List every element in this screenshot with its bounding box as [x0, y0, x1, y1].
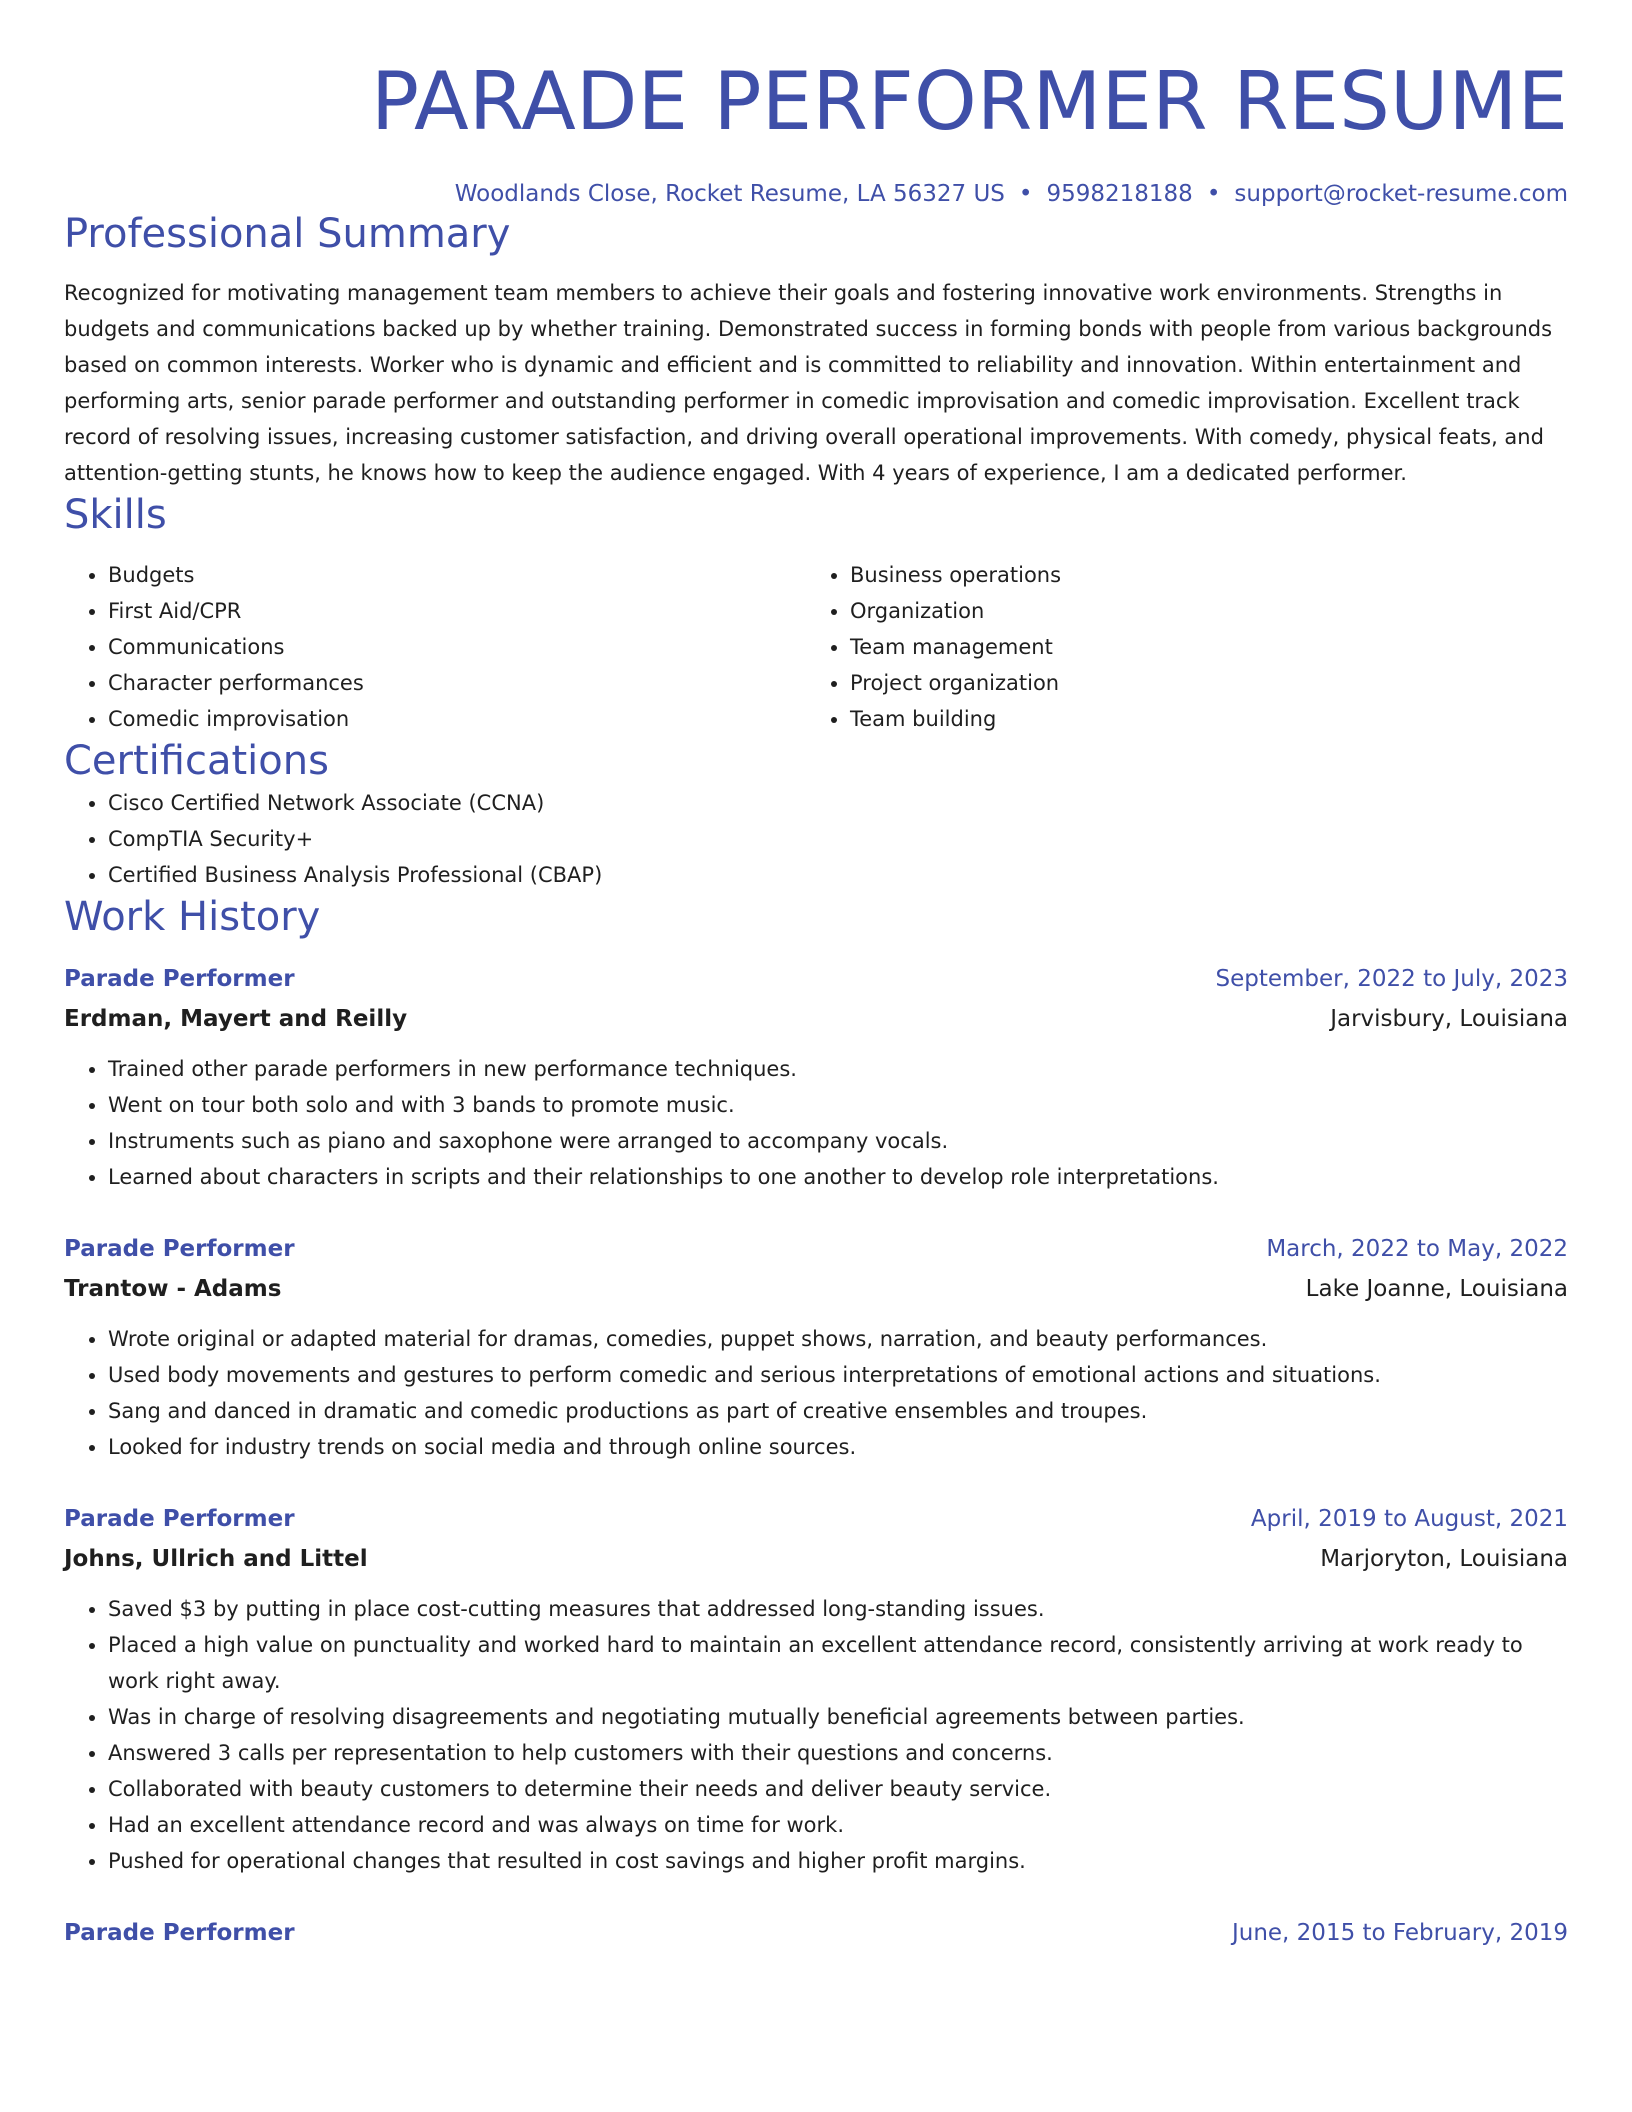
contact-line — [64, 178, 1568, 210]
summary-section — [64, 210, 1568, 491]
job-bullet: • Used body movements and gestures to perform comedic and serious interpretations of emotional actions and situations. — [108, 1357, 1568, 1393]
job-title-row — [64, 1913, 1568, 1953]
job-dates: June, 2015 to February, 2019 — [1231, 1920, 1568, 1946]
job-title: Parade Performer — [64, 1236, 295, 1262]
certification-item: • Cisco Certified Network Associate (CCNA) — [108, 785, 1568, 821]
job-entry — [64, 1229, 1568, 1465]
work-history-heading: Work History — [64, 894, 321, 940]
job-bullet: • Answered 3 calls per representation to help customers with their questions and concerns. — [108, 1735, 1568, 1771]
job-title-row — [64, 959, 1568, 999]
job-bullet: • Wrote original or adapted material for dramas, comedies, puppet shows, narration, and beauty performances. — [108, 1321, 1568, 1357]
contact-address: Woodlands Close, Rocket Resume, LA 56327 US — [454, 181, 1005, 207]
skill-item: • Comedic improvisation — [108, 701, 806, 737]
certification-item: • CompTIA Security+ — [108, 821, 1568, 857]
job-bullet: • Trained other parade performers in new performance techniques. — [108, 1051, 1568, 1087]
job-bullet: • Was in charge of resolving disagreements and negotiating mutually beneficial agreements between parties. — [108, 1699, 1568, 1735]
job-bullets — [64, 1591, 1568, 1879]
job-bullet: • Pushed for operational changes that resulted in cost savings and higher profit margins. — [108, 1843, 1568, 1879]
certification-item: • Certified Business Analysis Professional (CBAP) — [108, 857, 1568, 893]
work-history-section — [64, 893, 1568, 1953]
job-bullets — [64, 1321, 1568, 1465]
job-company: Trantow - Adams — [64, 1276, 282, 1302]
certifications-list — [64, 785, 1568, 893]
summary-text: Recognized for motivating management team members to achieve their goals and fostering innovative work environments. Strengths in budgets and communications backed up by whether training. Demonstrated success in forming bonds with people from various backgrounds based on common interests. Worker who is dynamic and efficient and is committed to reliability and innovation. Within entertainment and performing arts, senior parade performer and outstanding performer in comedic improvisation and comedic improvisation. Excellent track record of resolving issues, increasing customer satisfaction, and driving overall operational improvements. With comedy, physical feats, and attention-getting stunts, he knows how to keep the audience engaged. With 4 years of experience, I am a dedicated performer. — [64, 281, 1553, 485]
job-bullet: • Looked for industry trends on social media and through online sources. — [108, 1429, 1568, 1465]
contact-separator: • — [1018, 181, 1033, 207]
job-location: Lake Joanne, Louisiana — [1305, 1276, 1568, 1302]
job-location: Jarvisbury, Louisiana — [1330, 1006, 1568, 1032]
skill-item: • Organization — [850, 593, 1548, 629]
job-bullet: • Saved $3 by putting in place cost-cutting measures that addressed long-standing issues. — [108, 1591, 1568, 1627]
skill-item: • Character performances — [108, 665, 806, 701]
job-location: Marjoryton, Louisiana — [1320, 1546, 1568, 1572]
skill-item: • Team building — [850, 701, 1548, 737]
certifications-heading: Certifications — [64, 738, 329, 784]
contact-phone: 9598218188 — [1046, 181, 1193, 207]
certifications-section — [64, 737, 1568, 893]
job-company-row — [64, 1539, 1568, 1579]
job-company-row — [64, 1269, 1568, 1309]
job-title: Parade Performer — [64, 966, 295, 992]
job-bullet: • Instruments such as piano and saxophone were arranged to accompany vocals. — [108, 1123, 1568, 1159]
job-dates: April, 2019 to August, 2021 — [1250, 1506, 1568, 1532]
resume-name: PARADE PERFORMER RESUME — [370, 55, 1568, 148]
job-title: Parade Performer — [64, 1920, 295, 1946]
job-title-row — [64, 1229, 1568, 1269]
job-bullet: • Placed a high value on punctuality and worked hard to maintain an excellent attendance record, consistently arriving at work ready to work right away. — [108, 1627, 1568, 1699]
skill-item: • Business operations — [850, 557, 1548, 593]
job-bullet: • Sang and danced in dramatic and comedic productions as part of creative ensembles and troupes. — [108, 1393, 1568, 1429]
skills-heading: Skills — [64, 492, 167, 538]
job-bullet: • Learned about characters in scripts and their relationships to one another to develop role interpretations. — [108, 1159, 1568, 1195]
job-bullet: • Had an excellent attendance record and was always on time for work. — [108, 1807, 1568, 1843]
job-bullet: • Went on tour both solo and with 3 bands to promote music. — [108, 1087, 1568, 1123]
resume-header — [64, 0, 1568, 210]
job-company: Erdman, Mayert and Reilly — [64, 1006, 408, 1032]
skill-item: • Communications — [108, 629, 806, 665]
skills-list-right — [806, 557, 1548, 737]
job-dates: September, 2022 to July, 2023 — [1215, 966, 1568, 992]
skill-item: • First Aid/CPR — [108, 593, 806, 629]
contact-email: support@rocket-resume.com — [1234, 181, 1568, 207]
job-bullet: • Collaborated with beauty customers to determine their needs and deliver beauty service. — [108, 1771, 1568, 1807]
skills-section — [64, 491, 1568, 737]
job-entry — [64, 1913, 1568, 1953]
job-entry — [64, 1499, 1568, 1879]
skill-item: • Team management — [850, 629, 1548, 665]
job-entry — [64, 959, 1568, 1195]
job-dates: March, 2022 to May, 2022 — [1266, 1236, 1568, 1262]
skills-list-left — [64, 557, 806, 737]
job-title-row — [64, 1499, 1568, 1539]
job-bullets — [64, 1051, 1568, 1195]
job-company-row — [64, 999, 1568, 1039]
job-company: Johns, Ullrich and Littel — [64, 1546, 368, 1572]
skills-grid — [64, 557, 1568, 737]
summary-heading: Professional Summary — [64, 211, 511, 257]
job-title: Parade Performer — [64, 1506, 295, 1532]
skill-item: • Budgets — [108, 557, 806, 593]
contact-separator: • — [1206, 181, 1221, 207]
skill-item: • Project organization — [850, 665, 1548, 701]
